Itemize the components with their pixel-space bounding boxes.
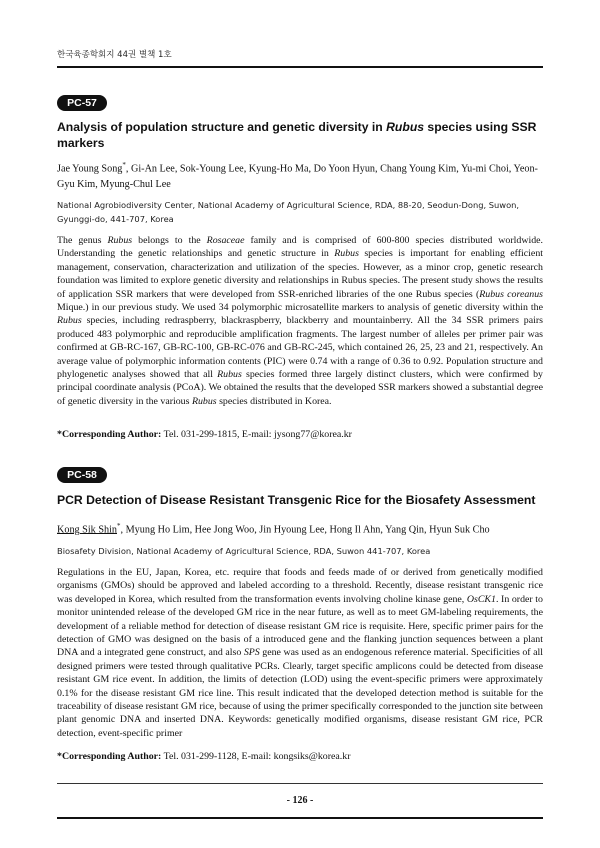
affiliation: Biosafety Division, National Academy of Agricultural Science, RDA, Suwon 441-707, Korea: [57, 546, 431, 556]
entry-badge: PC-58: [57, 467, 107, 483]
abstract-segment: Regulations in the EU, Japan, Korea, etc. require that foods and feeds made of or derived from genetically modified organisms (GMOs) should be approved and labeled according to a threshold. Recently, disease resistant transgenic rice was developed in Korea, which resulted from the transformation events involving choline kinase gene,: [57, 567, 543, 605]
abstract-segment: family and is comprised of 600-800 species distributed worldwide. Understanding the genetic relationships and genetic structure in: [57, 235, 543, 260]
corresponding-author: Jae Young Song: [57, 163, 123, 175]
footer-rule: [57, 783, 543, 784]
abstract-segment: gene was used as an endogenous reference material. Specificities of all designed primers were tested through qualitative PCRs. Clearly, target specific amplicons could be detected from disease resistant GM rice event. In addition, the limits of detection (LOD) using the event-specific primers were approximately 0.1% for the disease resistant GM rice line. This result indicated that the developed detection method is suitable for the traceability of disease resistant GM rice, because of using the primer specifically corresponded to the junction site between plant genomic DNA and inserted DNA. Keywords: genetically modified organisms, disease resistant GM rice, PCR detection, event-specific primer: [57, 647, 543, 739]
abstract-segment: species is important for enabling efficient management, conservation, characterization and utilization of the species. However, as a minor crop, genetic research foundation was limited to explore genetic diversity and relationships in Rubus species. The present study shows the results of application SSR markers that were developed from SSR-enriched libraries of the one Rubus species (: [57, 248, 543, 300]
author-list: Jae Young Song*, Gi-An Lee, Sok-Young Lee, Kyung-Ho Ma, Do Yoon Hyun, Chang Young Kim, Yu-mi Choi, Yeon-Gyu Kim, Myung-Chul Lee: [57, 161, 538, 190]
abstract-italic-term: Rubus: [57, 315, 82, 327]
abstract-italic-term: Rubus: [107, 235, 133, 246]
abstract-segment: belongs to the: [132, 235, 207, 246]
affiliation: National Agrobiodiversity Center, National Academy of Agricultural Science, RDA, 88-20, Seodun-Dong, Suwon, Gyunggi-do, 441-707, Korea: [57, 200, 520, 224]
paper-title: Analysis of population structure and genetic diversity in Rubus species using SSR markers: [57, 120, 537, 150]
paper-title: PCR Detection of Disease Resistant Transgenic Rice for the Biosafety Assessment: [57, 493, 536, 507]
abstract-segment: . In order to monitor unintended release of the developed GM rice in the near future, as well as to meet GM-labeling requirements, the development of a reliable method for detection of disease resistant GM rice is requisite. Here, specific primer pairs for the detection of GMO was designed on the basis of a introduced gene and the flanking junction sequences between a plant DNA and a integrated gene construct, and also: [57, 593, 543, 659]
abstract-segment: Mique.) in our previous study. We used 34 polymorphic microsatellite markers to analysis of genetic diversity within the: [57, 302, 543, 314]
abstract-segment: species, including redraspberry, blackraspberry, blackberry and mountainberry. All the 34 SSR primers pairs produced 483 polymorphic and reproducible amplification fragments. The largest number of alleles per primer pair was confirmed at GB-RC-167, GB-RC-100, GB-RC-076 and GB-RC-245, which contained 26, 25, 23 and 21, respectively. An average value of polymorphic information contents (PIC) were 0.74 with a range of 0.36 to 0.92. Population structure and phylogenetic analyses showed that all: [57, 315, 543, 381]
abstract-segment: species distributed in Korea.: [216, 395, 332, 407]
page-number: - 126 -: [286, 795, 314, 806]
abstract-italic-term: Rubus coreanus: [479, 288, 544, 300]
abstract-italic-term: Rubus: [191, 395, 217, 407]
header-rule: [57, 66, 543, 68]
entry-badge: PC-57: [57, 95, 107, 111]
bottom-rule: [57, 817, 543, 819]
corresponding-author-info: *Corresponding Author: Tel. 031-299-1815, E-mail: jysong77@korea.kr: [57, 429, 352, 440]
abstract-italic-term: SPS: [243, 647, 260, 659]
abstract-italic-term: Rosaceae: [206, 235, 245, 246]
corresponding-author: Kong Sik Shin: [57, 524, 118, 536]
abstract-text: [57, 234, 543, 408]
journal-header: 한국육종학회지 44권 별책 1호: [57, 50, 172, 60]
abstract-italic-term: OsCK1: [466, 593, 496, 605]
abstract-italic-term: Rubus: [334, 248, 359, 260]
author-list: Kong Sik Shin*, Myung Ho Lim, Hee Jong Woo, Jin Hyoung Lee, Hong Il Ahn, Yang Qin, Hyun Suk Cho: [57, 522, 490, 536]
abstract-segment: species formed three largely distinct clusters, which were confirmed by principal coordinate analysis (PCoA). We obtained the results that the developed SSR markers showed a substantial degree of genetic diversity in the various: [57, 369, 543, 407]
abstract-segment: The genus: [57, 235, 108, 246]
abstract-text: [57, 566, 543, 740]
corresponding-author-info: *Corresponding Author: Tel. 031-299-1128, E-mail: kongsiks@korea.kr: [57, 751, 351, 762]
abstract-italic-term: Rubus: [217, 369, 242, 381]
